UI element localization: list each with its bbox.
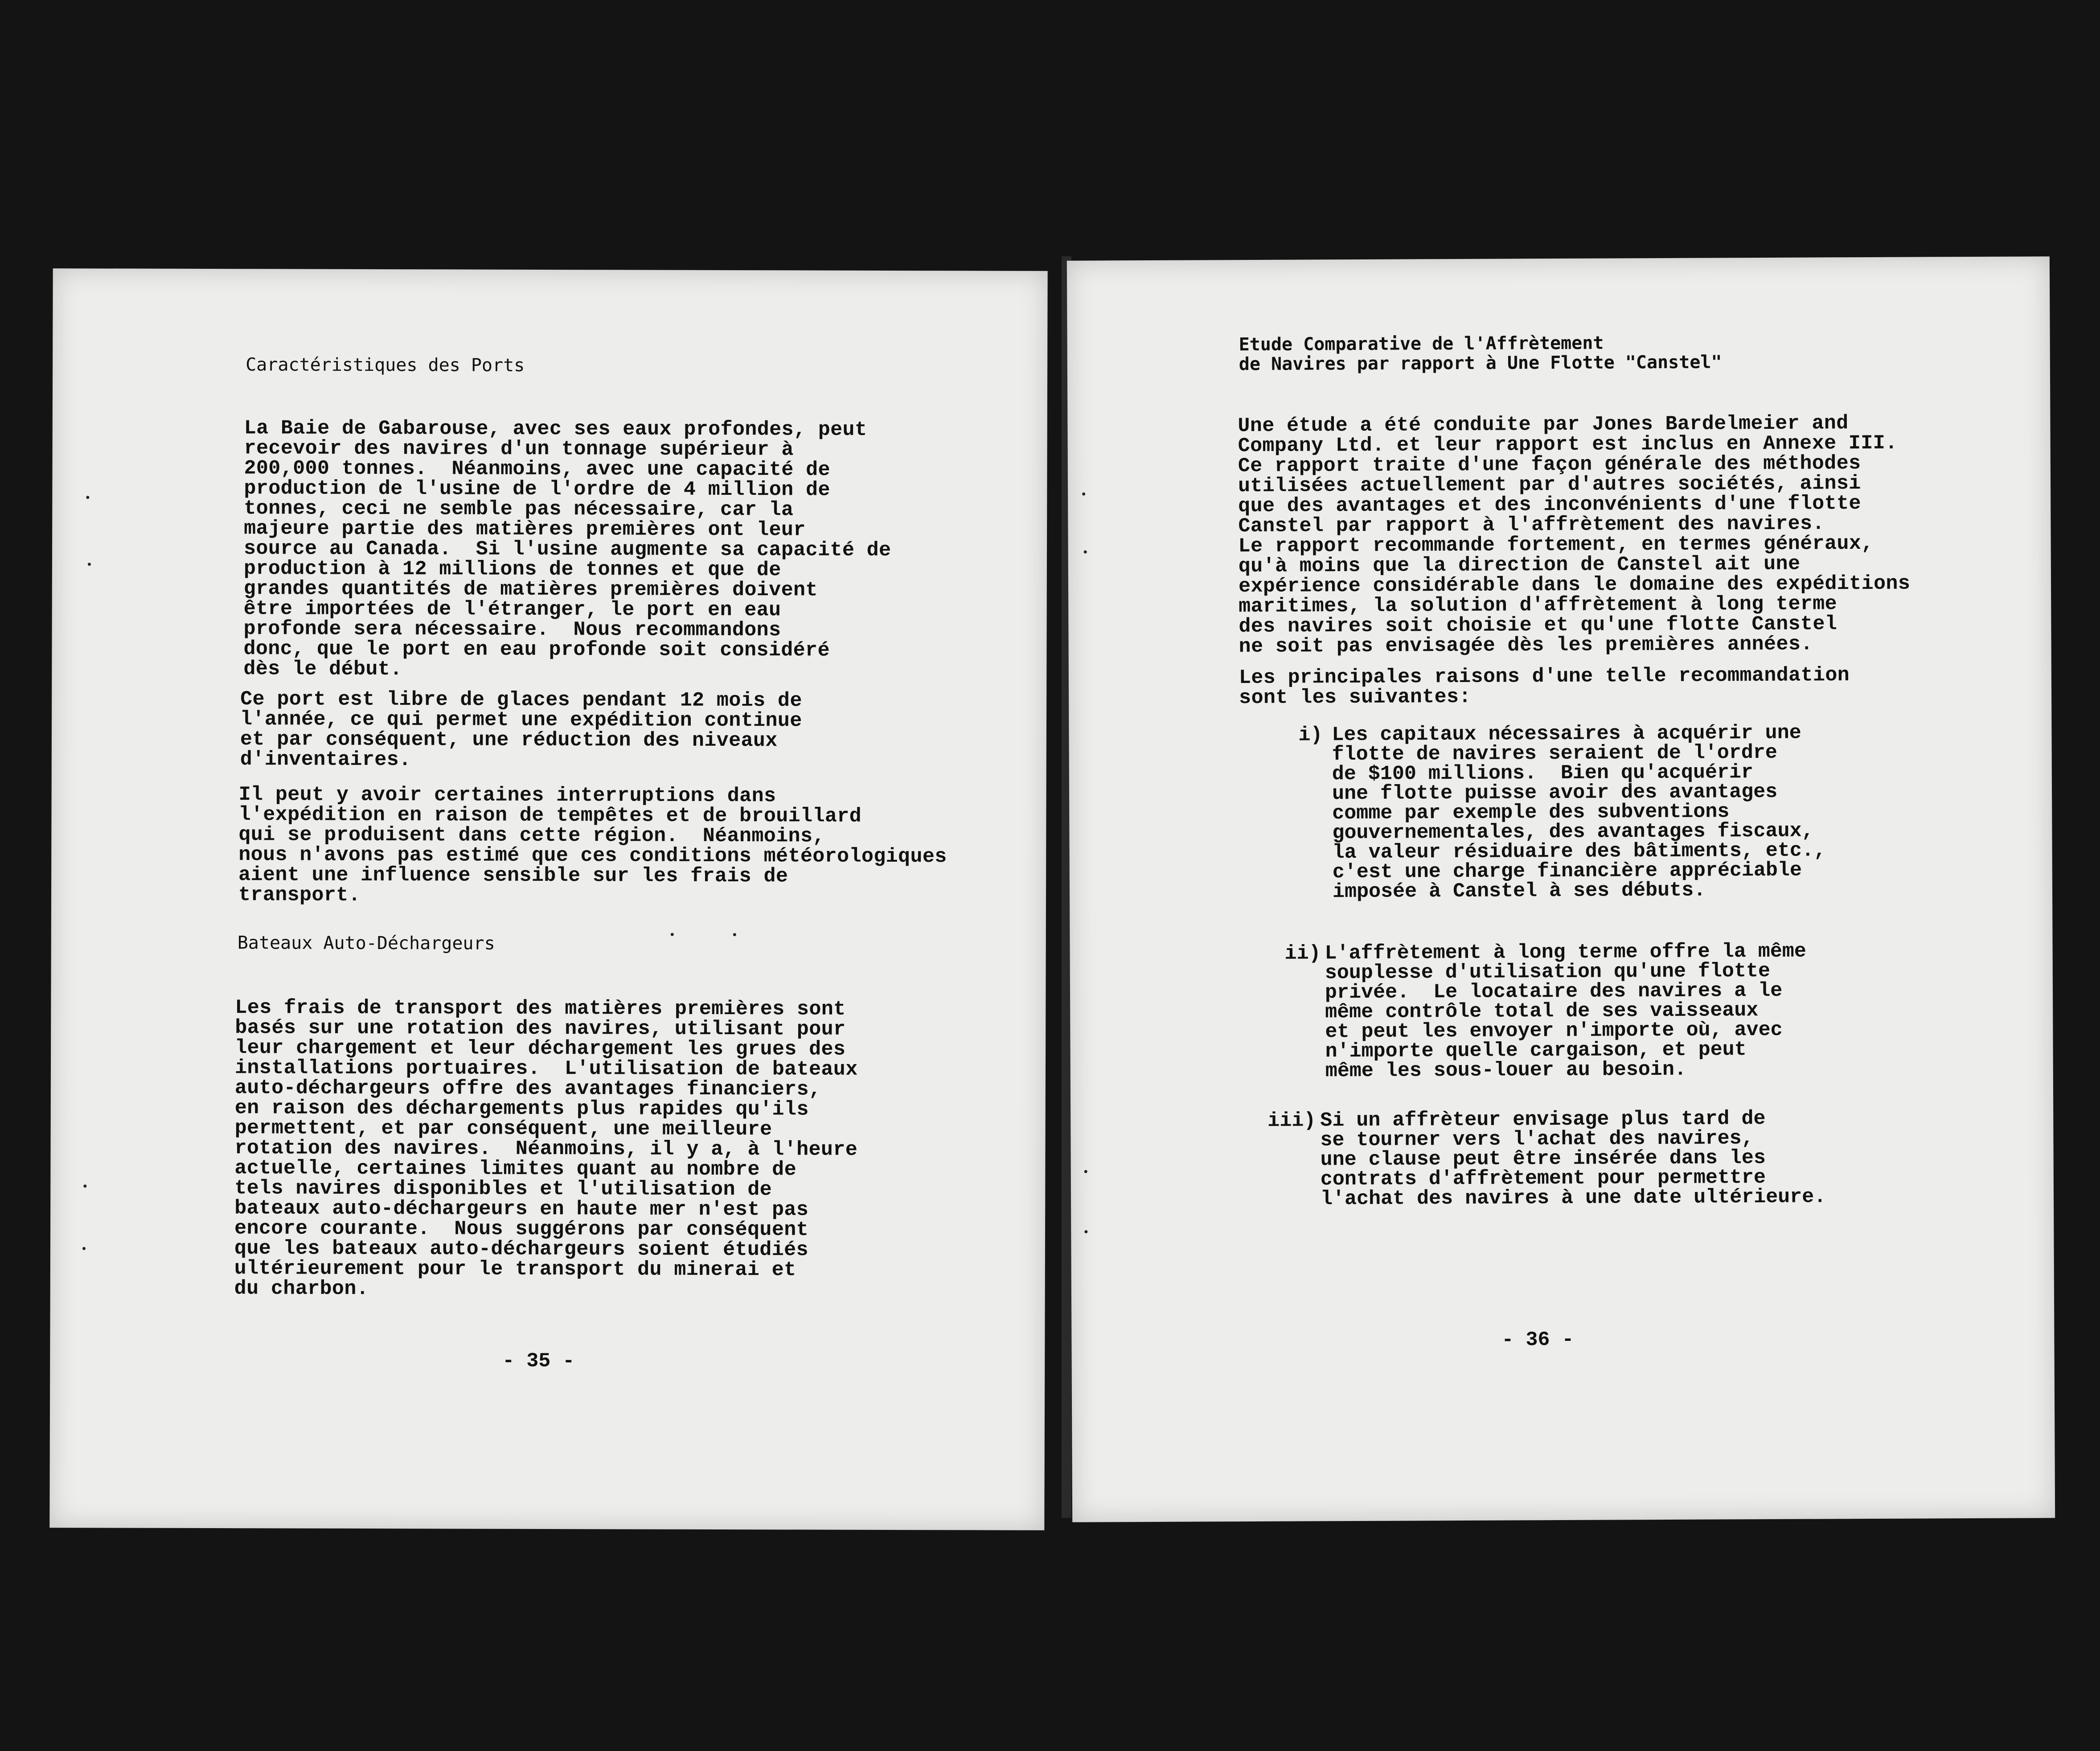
text-line: transport. [238,884,361,907]
text-line: gouvernementales, des avantages fiscaux, [1332,819,1814,845]
text-line: être importées de l'étranger, le port en eau [243,597,781,622]
text-line: donc, que le port en eau profonde soit considéré [243,637,830,662]
text-line: majeure partie des matières premières ont leur [244,517,806,542]
text-line: souplesse d'utilisation qu'une flotte [1325,959,1771,985]
text-line: c'est une charge financière appréciable [1332,859,1802,884]
text-line: Si un affrèteur envisage plus tard de [1320,1107,1766,1132]
text-line: nous n'avons pas estimé que ces conditions météorologiques [238,843,947,868]
text-line: sont les suivantes: [1239,685,1471,710]
page-36 [1067,256,2055,1522]
text-line: ne soit pas envisagée dès les premières années. [1239,633,1813,658]
text-line: L'affrètement à long terme offre la même [1325,940,1806,965]
paragraph-port-libre [240,689,802,771]
list-marker: iii) [1267,1109,1316,1132]
text-line: du charbon. [234,1277,369,1300]
scan-speck [86,496,89,499]
text-line: qui se produisent dans cette région. Néanmoins, [238,823,825,848]
page-number: - 36 - [1501,1328,1574,1352]
text-line: Ce rapport traite d'une façon générale des méthodes [1238,452,1861,478]
text-line: flotte de navires seraient de l'ordre [1332,741,1777,766]
text-line: n'importe quelle cargaison, et peut [1325,1038,1747,1063]
text-line: leur chargement et leur déchargement les grues des [235,1036,846,1061]
list-marker: i) [1298,723,1323,747]
text-line: tonnes, ceci ne semble pas nécessaire, car la [244,497,794,522]
text-line: l'achat des navires à une date ultérieure. [1320,1185,1826,1211]
section-heading-ports: Caractéristiques des Ports [246,354,525,376]
scan-speck [733,933,736,936]
list-item-text [1320,1109,1826,1209]
text-line: auto-déchargeurs offre des avantages financiers, [234,1077,821,1101]
text-line: la valeur résiduaire des bâtiments, etc., [1332,839,1826,864]
text-line: des navires soit choisie et qu'une flotte Canstel [1239,612,1838,638]
scan-speck [82,1247,86,1250]
text-line: maritimes, la solution d'affrètement à long terme [1239,592,1838,618]
text-line: source au Canada. Si l'usine augmente sa capacité de [243,537,891,562]
text-line: l'expédition en raison de tempêtes et de brouillard [238,803,862,828]
scan-speck [671,933,674,936]
text-line: une flotte puisse avoir des avantages [1332,780,1778,806]
text-line: Le rapport recommande fortement, en termes généraux, [1238,532,1874,558]
text-line: Une étude a été conduite par Jones Bardelmeier and [1238,412,1849,438]
text-line: 200,000 tonnes. Néanmoins, avec une capacité de [244,457,831,481]
page-number: - 35 - [502,1349,575,1373]
text-line: de $100 millions. Bien qu'acquérir [1332,761,1754,786]
text-line: Les frais de transport des matières premières sont [235,996,846,1021]
text-line: en raison des déchargements plus rapides qu'ils [234,1097,809,1121]
text-line: d'inventaires. [240,748,411,772]
list-item-text [1332,723,1826,902]
text-line: une clause peut être insérée dans les [1320,1147,1766,1171]
text-line: ultérieurement pour le transport du minerai et [234,1257,796,1282]
text-line: Canstel par rapport à l'affrètement des navires. [1238,512,1825,538]
page-35 [49,268,1047,1530]
text-line: même contrôle total de ses vaisseaux [1325,999,1759,1024]
text-line: tels navires disponibles et l'utilisation de [234,1177,772,1201]
text-line: contrats d'affrètement pour permettre [1320,1166,1766,1191]
text-line: installations portuaires. L'utilisation de bateaux [234,1056,858,1081]
text-line: dès le début. [243,658,402,681]
paragraph-etude-conduite [1238,413,1911,657]
text-line: profonde sera nécessaire. Nous recommandons [243,617,781,642]
text-line: que les bateaux auto-déchargeurs soient étudiés [234,1237,809,1262]
text-line: production à 12 millions de tonnes et que de [243,557,781,582]
scan-speck [1084,1230,1087,1233]
text-line: l'année, ce qui permet une expédition continue [240,708,802,732]
text-line: même les sous-louer au besoin. [1325,1058,1687,1083]
text-line: comme par exemple des subventions [1332,800,1730,825]
text-line: utilisées actuellement par d'autres sociétés, ainsi [1238,472,1861,498]
text-line: permettent, et par conséquent, une meilleure [234,1117,772,1141]
text-line: Les principales raisons d'une telle recommandation [1239,664,1850,690]
scan-speck [88,563,91,566]
text-line: et peut les envoyer n'importe où, avec [1325,1018,1783,1044]
section-heading-etude-line1: Etude Comparative de l'Affrètement [1239,333,1604,355]
scan-speck [1084,1170,1087,1173]
paragraph-frais-transport [234,998,858,1300]
text-line: basés sur une rotation des navires, utilisant pour [235,1016,846,1041]
paragraph-interruptions [238,785,947,907]
text-line: aient une influence sensible sur les frais de [238,863,788,888]
text-line: recevoir des navires d'un tonnage supérieur à [244,437,794,461]
list-marker: ii) [1284,942,1321,965]
text-line: encore courante. Nous suggérons par conséquent [234,1217,809,1241]
text-line: Ce port est libre de glaces pendant 12 mois de [240,688,802,712]
text-line: expérience considérable dans le domaine des expéditions [1238,572,1911,598]
text-line: bateaux auto-déchargeurs en haute mer n'est pas [234,1197,809,1221]
text-line: que des avantages et des inconvénients d'une flotte [1238,492,1861,518]
section-heading-etude-line2: de Navires par rapport à Une Flotte "Canstel" [1239,352,1722,375]
text-line: actuelle, certaines limites quant au nombre de [234,1157,797,1181]
text-line: La Baie de Gabarouse, avec ses eaux profondes, peut [244,417,867,441]
text-line: imposée à Canstel à ses débuts. [1332,879,1706,904]
scan-speck [83,1184,86,1188]
paragraph-principales-raisons [1239,665,1850,708]
paragraph-gabarouse [243,418,891,681]
scan-speck [1082,493,1085,496]
section-heading-bateaux: Bateaux Auto-Déchargeurs [237,933,495,954]
text-line: se tourner vers l'achat des navires, [1320,1127,1754,1152]
text-line: rotation des navires. Néanmoins, il y a, à l'heure [234,1137,858,1161]
text-line: grandes quantités de matières premières doivent [243,577,818,602]
list-item-text [1325,942,1807,1081]
text-line: Company Ltd. et leur rapport est inclus en Annexe III. [1238,432,1898,458]
text-line: production de l'usine de l'ordre de 4 million de [244,477,830,501]
scan-speck [1084,551,1087,554]
text-line: et par conséquent, une réduction des niveaux [240,728,778,752]
text-line: qu'à moins que la direction de Canstel ait une [1238,552,1801,578]
text-line: Il peut y avoir certaines interruptions dans [238,783,776,808]
text-line: privée. Le locataire des navires a le [1325,979,1783,1004]
text-line: Les capitaux nécessaires à acquérir une [1332,721,1801,747]
